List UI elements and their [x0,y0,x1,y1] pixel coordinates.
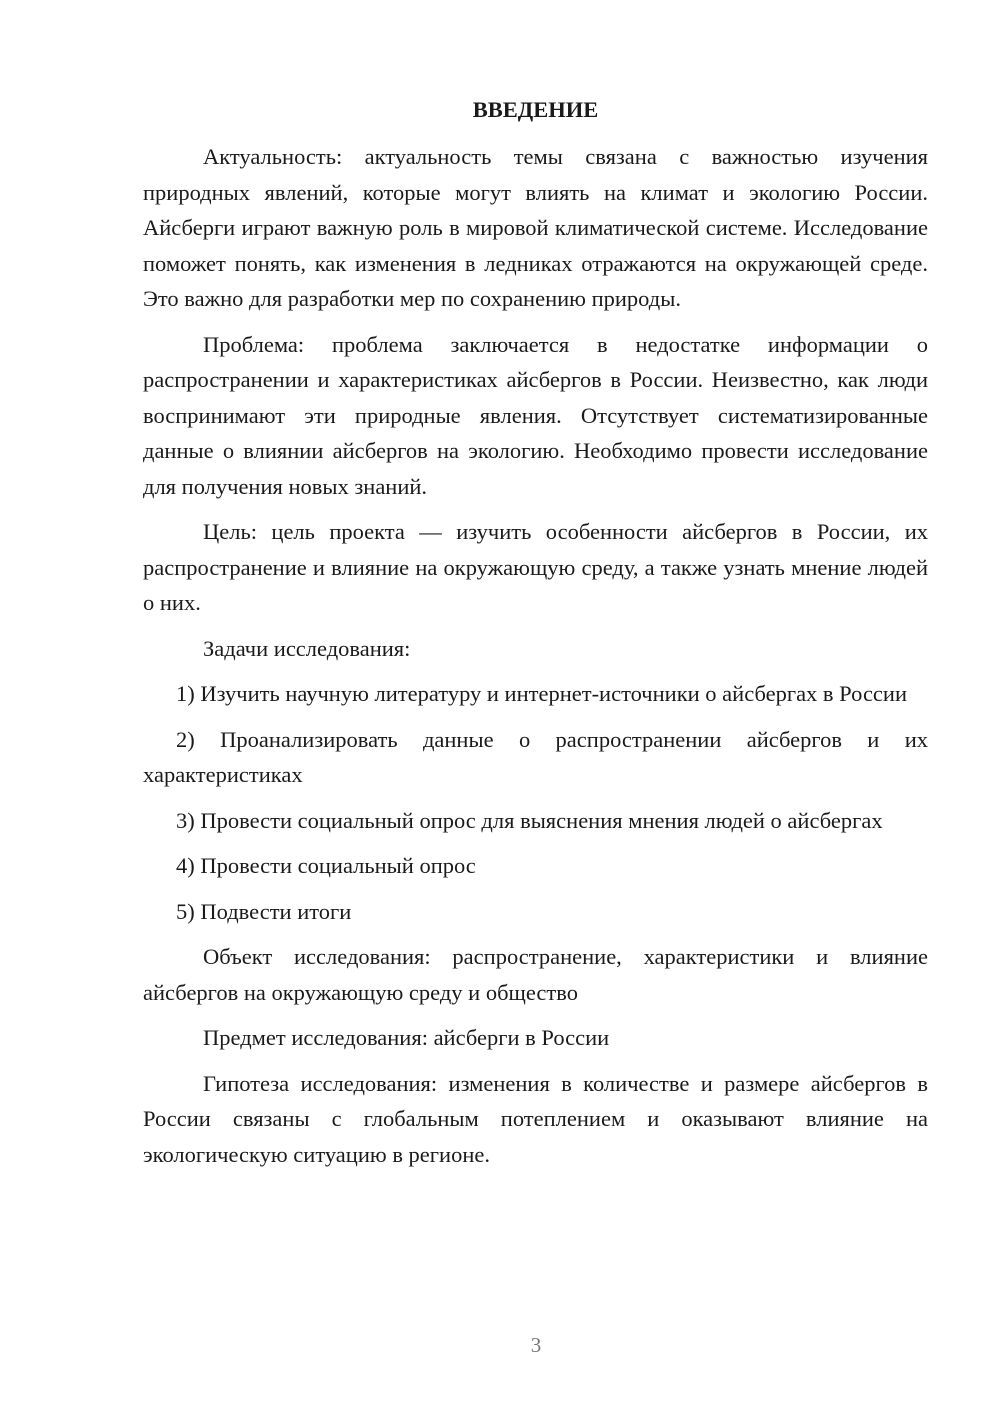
task-item-2: 2) Проанализировать данные о распространении айсбергов и их характеристиках [143,726,928,787]
page-content [143,95,928,1182]
task-item-3: 3) Провести социальный опрос для выяснения мнения людей о айсбергах [176,807,883,833]
object-paragraph: Объект исследования: распространение, характеристики и влияние айсбергов на окружающую среду и общество [143,944,928,1005]
task-item-5: 5) Подвести итоги [176,898,352,924]
page-number: 3 [530,1333,542,1357]
page-title: ВВЕДЕНИЕ [472,97,599,122]
task-item-1: 1) Изучить научную литературу и интернет-источники о айсбергах в России [176,681,907,706]
hypothesis-paragraph: Гипотеза исследования: изменения в количестве и размере айсбергов в России связаны с глобальным потеплением и оказывают влияние на экологическую ситуацию в регионе. [143,1070,928,1167]
task-item-4: 4) Провести социальный опрос [176,853,476,878]
relevance-paragraph: Актуальность: актуальность темы связана с важностью изучения природных явлений, которые могут влиять на климат и экологию России. Айсберги играют важную роль в мировой климатической системе. Исследование поможет понять, как изменения в ледниках отражаются на окружающей среде. Это важно для разработки мер по сохранению природы. [143,144,928,311]
tasks-heading: Задачи исследования: [203,635,411,661]
subject-paragraph: Предмет исследования: айсберги в России [203,1025,610,1050]
problem-paragraph: Проблема: проблема заключается в недостатке информации о распространении и характеристиках айсбергов в России. Неизвестно, как люди воспринимают эти природные явления. Отсутствует систематизированные данные о влиянии айсбергов на экологию. Необходимо провести исследование для получения новых знаний. [143,331,928,499]
goal-paragraph: Цель: цель проекта — изучить особенности айсбергов в России, их распространение и влияние на окружающую среду, а также узнать мнение людей о них. [143,519,928,615]
tasks-list [143,676,928,929]
